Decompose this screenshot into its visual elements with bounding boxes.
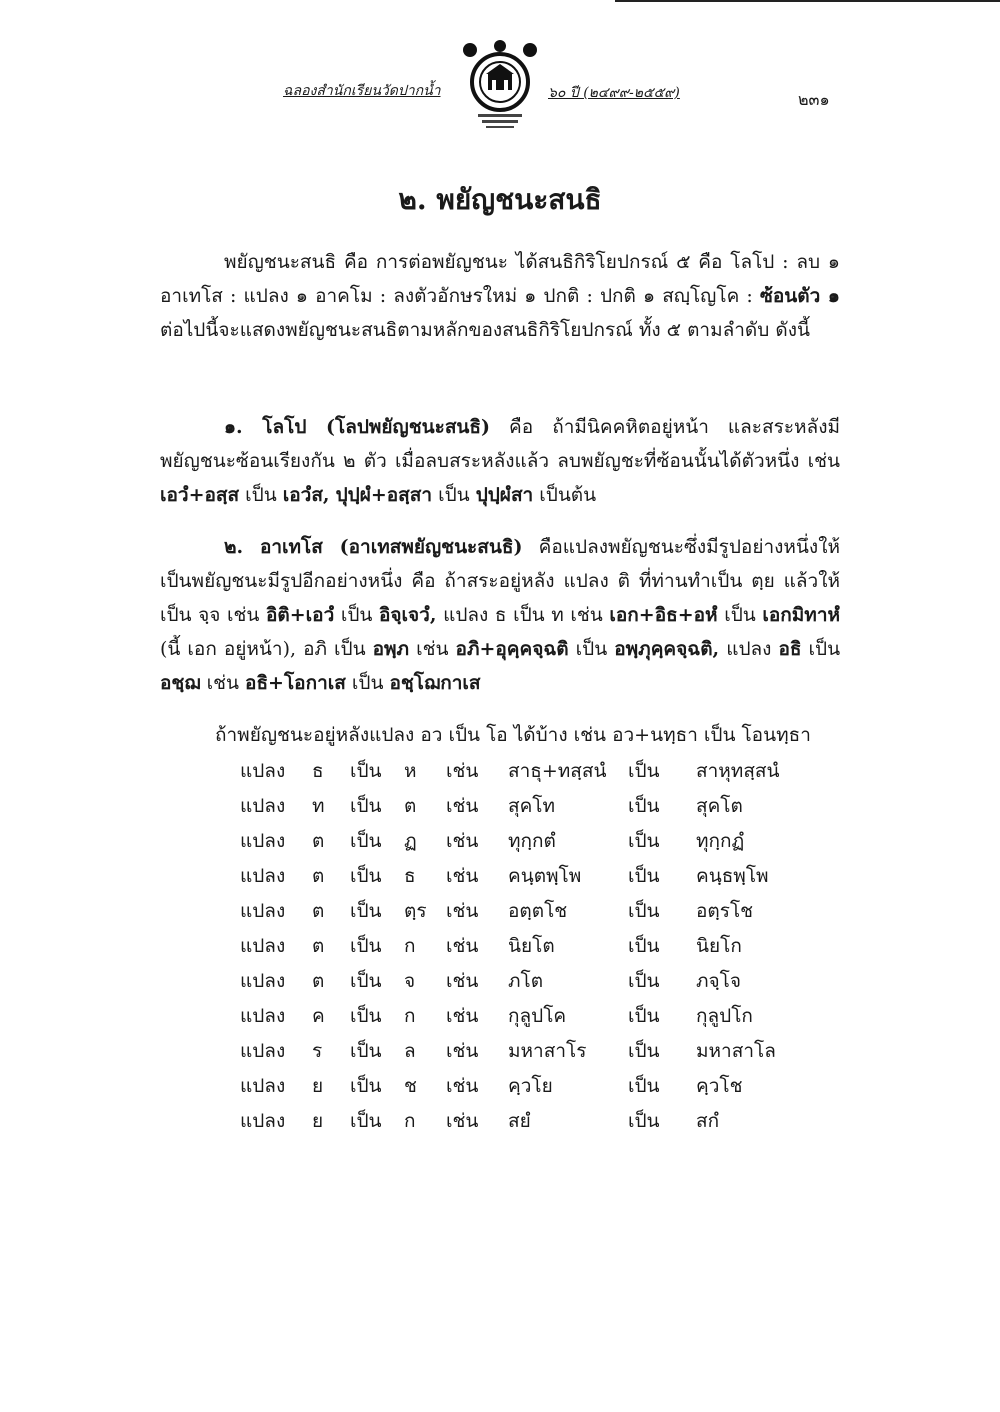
rule-row	[240, 826, 840, 861]
adeso-example-2-result: เอกมิทาหํ	[762, 604, 841, 626]
lopo-end: เป็นต้น	[539, 484, 597, 506]
adeso-such-as-3: เช่น	[416, 638, 449, 660]
rule-result: นิยโก	[696, 935, 742, 957]
rule-from: ย	[312, 1110, 324, 1132]
running-header-center: ๖๐ ปี (๒๔๙๙-๒๕๕๙)	[548, 85, 680, 101]
rule-result: ทุกฺกฏํ	[696, 830, 745, 852]
rule-becomes-2: เป็น	[628, 1110, 660, 1132]
rule-such-as: เช่น	[446, 760, 479, 782]
rule-example: คฺวโย	[508, 1075, 553, 1097]
rule-becomes-2: เป็น	[628, 1005, 660, 1027]
lopo-heading: ๑. โลโป (โลปพยัญชนะสนธิ)	[224, 416, 491, 438]
lopo-example-2: ปุปฺผํ+อสฺสา	[335, 484, 433, 506]
rule-result: สกํ	[696, 1110, 720, 1132]
rule-to: ฏ	[404, 830, 417, 852]
running-header-left: ฉลองสำนักเรียนวัดปากน้ำ	[283, 83, 441, 99]
rule-result: ภจฺโจ	[696, 970, 741, 992]
rule-such-as: เช่น	[446, 795, 479, 817]
rule-example: สาธุ+ทสฺสนํ	[508, 760, 607, 782]
substitution-rules-list	[240, 756, 840, 1141]
rule-becomes: เป็น	[350, 830, 382, 852]
rule-result: คฺวโช	[696, 1075, 743, 1097]
rule-to: ห	[404, 760, 417, 782]
rule-example: สุคโท	[508, 795, 556, 817]
rule-action: แปลง	[240, 865, 286, 887]
rule-result: อตฺรโช	[696, 900, 754, 922]
rule-becomes: เป็น	[350, 970, 382, 992]
rule-row	[240, 1036, 840, 1071]
rule-to: ก	[404, 1005, 416, 1027]
adeso-connector-3: เป็น	[334, 638, 366, 660]
rule-example: กุลูปโค	[508, 1005, 567, 1027]
rule-becomes: เป็น	[350, 795, 382, 817]
lopo-paragraph	[160, 410, 840, 528]
rule-action: แปลง	[240, 760, 286, 782]
adeso-connector-4: เป็น	[575, 638, 608, 660]
rule-action: แปลง	[240, 1005, 286, 1027]
rule-row	[240, 791, 840, 826]
rule-from: ค	[312, 1005, 325, 1027]
rule-such-as: เช่น	[446, 830, 479, 852]
rules-intro: ถ้าพยัญชนะอยู่หลังแปลง อว เป็น โอ ได้บ้าง เช่น อว+นทฺธา เป็น โอนทฺธา	[215, 724, 811, 746]
rule-becomes-2: เป็น	[628, 865, 660, 887]
adeso-part-2: แปลง ธ เป็น ท เช่น	[443, 604, 603, 626]
lopo-example-1-result: เอวํส,	[282, 484, 330, 506]
rule-to: ธ	[404, 865, 416, 887]
rule-becomes-2: เป็น	[628, 795, 660, 817]
rule-to: ล	[404, 1040, 416, 1062]
rule-becomes-2: เป็น	[628, 760, 660, 782]
rule-to: ตฺร	[404, 900, 427, 922]
adeso-note: (นี้ เอก อยู่หน้า),	[160, 638, 297, 660]
rule-such-as: เช่น	[446, 865, 479, 887]
section-title: ๒. พยัญชนะสนธิ	[398, 183, 602, 216]
rule-to: ก	[404, 935, 416, 957]
rule-such-as: เช่น	[446, 1075, 479, 1097]
rule-to: ต	[404, 795, 417, 817]
rule-row	[240, 966, 840, 1001]
adeso-example-1: อิติ+เอวํ	[266, 604, 335, 626]
rule-result: คนฺธพฺโพ	[696, 865, 769, 887]
adeso-paragraph	[160, 530, 840, 716]
rule-result: สุคโต	[696, 795, 743, 817]
institution-seal-icon	[452, 40, 548, 130]
adeso-example-1-result: อิจฺเจวํ,	[379, 604, 437, 626]
rule-becomes: เป็น	[350, 1110, 382, 1132]
rule-example: สยํ	[508, 1110, 531, 1132]
rule-row	[240, 861, 840, 896]
rule-example: อตฺตโช	[508, 900, 568, 922]
adeso-connector-5: เป็น	[808, 638, 841, 660]
rule-example: มหาสาโร	[508, 1040, 587, 1062]
adeso-example-3-result: อพฺภุคฺคจฺฉติ,	[614, 638, 720, 660]
rule-action: แปลง	[240, 900, 286, 922]
rule-becomes: เป็น	[350, 935, 382, 957]
rule-from: ธ	[312, 760, 324, 782]
adeso-heading: ๒. อาเทโส (อาเทสพยัญชนะสนธิ)	[224, 536, 523, 558]
top-rule	[615, 0, 1000, 2]
rule-example: คนฺตพฺโพ	[508, 865, 582, 887]
intro-paragraph	[160, 245, 840, 363]
adeso-example-3: อภิ+อุคฺคจฺฉติ	[455, 638, 569, 660]
rule-such-as: เช่น	[446, 1005, 479, 1027]
rule-such-as: เช่น	[446, 935, 479, 957]
rule-action: แปลง	[240, 830, 286, 852]
rule-such-as: เช่น	[446, 1040, 479, 1062]
rule-example: ภโต	[508, 970, 544, 992]
rule-to: จ	[404, 970, 416, 992]
lopo-example-1: เอวํ+อสฺส	[160, 484, 240, 506]
rule-becomes-2: เป็น	[628, 1075, 660, 1097]
lopo-text: คือ ถ้ามีนิคคหิตอยู่หน้า และสระหลังมีพยัญชนะซ้อนเรียงกัน ๒ ตัว เมื่อลบสระหลังแล้ว ลบพยัญชะที่ซ้อนนั้นได้ตัวหนึ่ง เช่น	[160, 416, 840, 472]
rule-becomes-2: เป็น	[628, 935, 660, 957]
rule-result: กุลูปโก	[696, 1005, 753, 1027]
adeso-connector-2: เป็น	[724, 604, 756, 626]
rule-becomes-2: เป็น	[628, 900, 660, 922]
rule-action: แปลง	[240, 970, 286, 992]
rule-becomes: เป็น	[350, 865, 382, 887]
rule-action: แปลง	[240, 935, 286, 957]
rule-row	[240, 1071, 840, 1106]
intro-tail: ต่อไปนี้จะแสดงพยัญชนะสนธิตามหลักของสนธิกิริโยปกรณ์ ทั้ง ๕ ตามลำดับ ดังนี้	[160, 319, 810, 341]
rule-from: ต	[312, 970, 325, 992]
rule-from: ร	[312, 1040, 323, 1062]
page-header	[0, 40, 1000, 130]
rule-to: ช	[404, 1075, 417, 1097]
intro-text: พยัญชนะสนธิ คือ การต่อพยัญชนะ ได้สนธิกิริโยปกรณ์ ๕ คือ โลโป : ลบ ๑ อาเทโส : แปลง ๑ อาคโม : ลงตัวอักษรใหม่ ๑ ปกติ : ปกติ ๑ สญฺโญโค :	[160, 251, 840, 307]
rule-action: แปลง	[240, 1075, 286, 1097]
adeso-connector-1: เป็น	[340, 604, 373, 626]
rule-row	[240, 931, 840, 966]
rule-action: แปลง	[240, 1110, 286, 1132]
adeso-example-2: เอก+อิธ+อหํ	[609, 604, 718, 626]
rule-action: แปลง	[240, 795, 286, 817]
rule-becomes: เป็น	[350, 1005, 382, 1027]
rule-from: ต	[312, 935, 325, 957]
rule-action: แปลง	[240, 1040, 286, 1062]
rule-from: ย	[312, 1075, 324, 1097]
rule-example: นิยโต	[508, 935, 555, 957]
adeso-part-3-a: อภิ	[303, 638, 327, 660]
rule-such-as: เช่น	[446, 1110, 479, 1132]
rule-result: มหาสาโล	[696, 1040, 776, 1062]
rule-row	[240, 896, 840, 931]
rule-such-as: เช่น	[446, 970, 479, 992]
intro-bold: ซ้อนตัว ๑	[759, 285, 840, 307]
rule-row	[240, 756, 840, 791]
rule-from: ต	[312, 865, 325, 887]
rule-result: สาหุทสฺสนํ	[696, 760, 780, 782]
rule-example: ทุกฺกตํ	[508, 830, 556, 852]
adeso-part-3-b: อพฺภ	[372, 638, 410, 660]
rule-from: ท	[312, 795, 325, 817]
rule-becomes-2: เป็น	[628, 970, 660, 992]
rule-from: ต	[312, 830, 325, 852]
rule-such-as: เช่น	[446, 900, 479, 922]
rule-becomes-2: เป็น	[628, 830, 660, 852]
rule-becomes: เป็น	[350, 1040, 382, 1062]
adeso-text: คือแปลงพยัญชนะซึ่งมีรูปอย่างหนึ่งให้เป็นพยัญชนะมีรูปอีกอย่างหนึ่ง คือ ถ้าสระอยู่หลัง แปลง ติ ที่ท่านทำเป็น ตฺย แล้วให้เป็น จฺจ เช่น	[160, 536, 840, 626]
rule-row	[240, 1106, 840, 1141]
rule-from: ต	[312, 900, 325, 922]
adeso-example-4-result: อชฺโฌกาเส	[389, 672, 481, 694]
rule-becomes: เป็น	[350, 760, 382, 782]
adeso-example-4: อธิ+โอกาเส	[245, 672, 346, 694]
rule-becomes: เป็น	[350, 900, 382, 922]
adeso-part-4-a: อธิ	[778, 638, 802, 660]
rule-row	[240, 1001, 840, 1036]
rule-becomes: เป็น	[350, 1075, 382, 1097]
adeso-verb: แปลง	[726, 638, 772, 660]
adeso-connector-6: เป็น	[351, 672, 384, 694]
rule-becomes-2: เป็น	[628, 1040, 660, 1062]
adeso-part-4-b: อชฺฌ	[160, 672, 201, 694]
rule-to: ก	[404, 1110, 416, 1132]
lopo-example-2-result: ปุปฺผํสา	[475, 484, 534, 506]
lopo-connector-2: เป็น	[438, 484, 470, 506]
page-number: ๒๓๑	[798, 90, 830, 109]
lopo-connector-1: เป็น	[245, 484, 277, 506]
adeso-such-as-4: เช่น	[206, 672, 239, 694]
